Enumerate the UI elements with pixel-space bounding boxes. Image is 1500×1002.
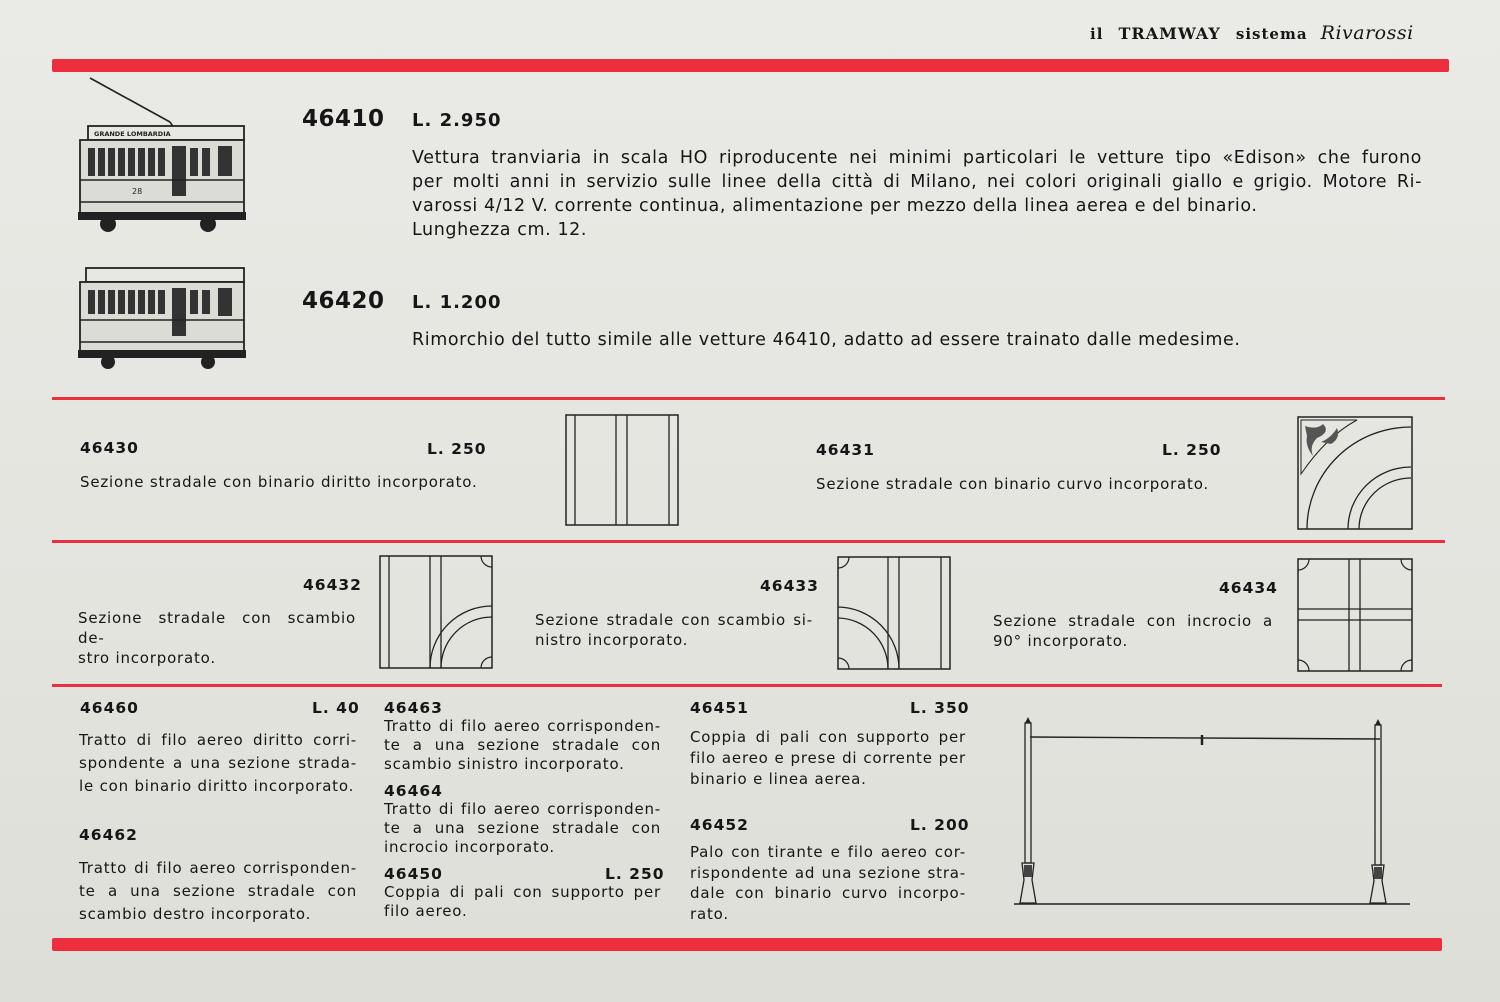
product-desc-46420: [412, 328, 1422, 352]
crossing-diagram: [1297, 558, 1413, 672]
desc-line: stro incorporato.: [78, 649, 216, 667]
left-switch-icon: [837, 556, 951, 670]
product-price-46410: L. 2.950: [412, 110, 502, 131]
tram-side-sign: GRANDE LOMBARDIA: [94, 130, 171, 138]
right-switch-diagram: [379, 555, 493, 669]
product-price-46451: L. 350: [910, 699, 970, 717]
desc-line: le con binario diritto incorporato.: [79, 777, 355, 795]
desc-line: te a una sezione stradale con: [384, 819, 661, 837]
desc-line: Coppia di pali con supporto per: [690, 728, 966, 746]
product-price-46420: L. 1.200: [412, 292, 502, 313]
product-desc-46462: [79, 857, 357, 926]
desc-line: Coppia di pali con supporto per: [384, 883, 661, 901]
desc-line: dale con binario curvo incorpo-: [690, 884, 966, 902]
product-desc-46452: [690, 842, 966, 924]
desc-line: rato.: [690, 904, 729, 923]
product-price-46452: L. 200: [910, 816, 970, 834]
desc-line: Sezione stradale con incrocio a: [993, 612, 1273, 630]
product-desc-46410: [412, 146, 1422, 242]
product-code-46462: 46462: [79, 826, 138, 844]
desc-line: Vettura tranviaria in scala HO riproducente nei minimi particolari le vetture tipo «Edison» che furono: [412, 148, 1422, 168]
desc-line: 90° incorporato.: [993, 632, 1129, 650]
top-red-rule: [52, 59, 1449, 72]
desc-line: Tratto di filo aereo corrisponden-: [79, 859, 357, 877]
product-code-46464: 46464: [384, 782, 443, 800]
tram-number: 28: [132, 187, 143, 196]
product-code-46430: 46430: [80, 439, 139, 457]
desc-line: Tratto di filo aereo diritto corri-: [79, 731, 357, 749]
desc-line: Rimorchio del tutto simile alle vetture 46410, adatto ad essere trainato dalle medesime.: [412, 330, 1241, 350]
product-code-46431: 46431: [816, 441, 875, 459]
desc-line: Sezione stradale con scambio si-: [535, 611, 813, 629]
divider-rule-3: [52, 684, 1442, 687]
crossing-icon: [1297, 558, 1413, 672]
bottom-red-rule: [52, 938, 1442, 951]
curved-section-diagram: [1297, 416, 1413, 530]
straight-track-icon: [565, 414, 679, 526]
straight-section-diagram: [565, 414, 679, 526]
product-price-46460: L. 40: [312, 699, 360, 717]
product-code-46463: 46463: [384, 699, 443, 717]
desc-line: incrocio incorporato.: [384, 838, 555, 856]
desc-line: varossi 4/12 V. corrente continua, alimentazione per mezzo della linea aerea e del binario.: [412, 196, 1258, 216]
product-desc-46450: [384, 883, 661, 921]
left-switch-diagram: [837, 556, 951, 670]
product-code-46420: 46420: [302, 288, 385, 314]
product-desc-46430: Sezione stradale con binario diritto incorporato.: [80, 473, 478, 491]
product-code-46451: 46451: [690, 699, 749, 717]
trailer-car-icon: [78, 266, 248, 372]
product-desc-46460: [79, 729, 357, 798]
header-word: sistema: [1235, 25, 1308, 43]
product-desc-46451: [690, 727, 966, 790]
product-code-46410: 46410: [302, 106, 385, 132]
product-desc-46463: [384, 717, 661, 774]
header-brand: TRAMWAY: [1118, 24, 1221, 43]
divider-rule-2: [52, 540, 1445, 543]
product-desc-46433: [535, 610, 813, 650]
desc-line: nistro incorporato.: [535, 631, 689, 649]
desc-line: te a una sezione stradale con: [384, 736, 661, 754]
tram-car-illustration: [78, 76, 248, 238]
product-code-46460: 46460: [80, 699, 139, 717]
product-code-46433: 46433: [760, 577, 819, 595]
desc-line: Sezione stradale con scambio de-: [78, 609, 356, 647]
divider-rule-1: [52, 397, 1445, 400]
product-code-46450: 46450: [384, 865, 443, 883]
desc-line: scambio destro incorporato.: [79, 905, 312, 923]
rivarossi-logo: Rivarossi: [1320, 22, 1414, 44]
desc-line: spondente a una sezione strada-: [79, 754, 357, 772]
product-desc-46432: [78, 608, 356, 668]
desc-line: Tratto di filo aereo corrisponden-: [384, 717, 661, 735]
product-code-46434: 46434: [1219, 579, 1278, 597]
product-price-46430: L. 250: [427, 440, 487, 458]
product-price-46431: L. 250: [1162, 441, 1222, 459]
product-code-46432: 46432: [303, 576, 362, 594]
desc-line: rispondente ad una sezione stra-: [690, 863, 966, 882]
desc-line: Tratto di filo aereo corrisponden-: [384, 800, 661, 818]
product-code-46452: 46452: [690, 816, 749, 834]
right-switch-icon: [379, 555, 493, 669]
catenary-poles-illustration: [1010, 715, 1412, 910]
tram-car-icon: [78, 76, 248, 238]
product-desc-46434: [993, 611, 1273, 651]
desc-line: per molti anni in servizio sulle linee della città di Milano, nei colori originali giallo e grigio. Motore Ri-: [412, 172, 1422, 192]
desc-line: filo aereo.: [384, 902, 468, 920]
header-prefix: il: [1090, 25, 1104, 43]
desc-line: binario e linea aerea.: [690, 770, 867, 788]
page-header: [1090, 22, 1460, 48]
catenary-poles-icon: [1010, 715, 1412, 910]
product-desc-46431: Sezione stradale con binario curvo incorporato.: [816, 475, 1209, 493]
product-desc-46464: [384, 800, 661, 857]
product-price-46450: L. 250: [605, 865, 665, 883]
trailer-car-illustration: [78, 266, 248, 372]
desc-line: scambio sinistro incorporato.: [384, 755, 625, 773]
desc-line: Palo con tirante e filo aereo cor-: [690, 843, 966, 861]
curved-track-icon: [1297, 416, 1413, 530]
desc-line: filo aereo e prese di corrente per: [690, 749, 966, 767]
desc-line: te a una sezione stradale con: [79, 882, 357, 900]
desc-line: Lunghezza cm. 12.: [412, 220, 588, 240]
